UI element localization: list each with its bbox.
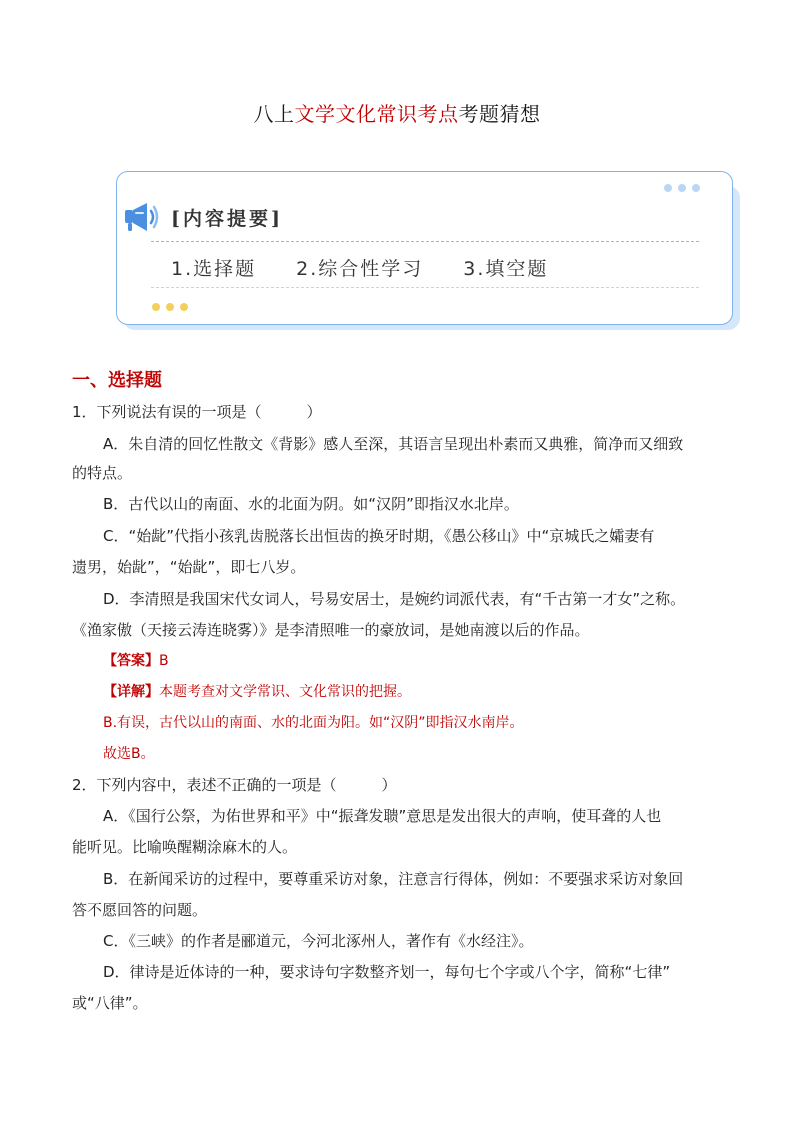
option-b-cont: 答不愿回答的问题。: [72, 901, 208, 919]
option-b: B．古代以山的南面、水的北面为阴。如“汉阴”即指汉水北岸。: [103, 495, 519, 513]
option-a-cont: 的特点。: [72, 464, 133, 482]
divider: [151, 287, 699, 288]
option-d-cont: 《渔家傲（天接云涛连晓雾）》是李清照唯一的豪放词，是她南渡以后的作品。: [72, 621, 590, 639]
title-highlight: 文学文化常识考点: [294, 102, 459, 126]
detail-conclusion: 故选B。: [103, 746, 155, 762]
decor-dots-bottom: [152, 303, 188, 311]
topic-item: 3.填空题: [463, 258, 549, 280]
title-suffix: 考题猜想: [458, 102, 541, 126]
title-prefix: 八上: [253, 102, 295, 126]
option-b: B．在新闻采访的过程中，要尊重采访对象，注意言行得体，例如：不要强求采访对象回: [103, 870, 684, 888]
megaphone-icon: [123, 200, 161, 234]
answer-value: B: [159, 653, 169, 669]
topic-item: 1.选择题: [171, 258, 257, 280]
detail-line: [103, 682, 411, 702]
summary-box: [116, 171, 733, 325]
question-stem: 2．下列内容中，表述不正确的一项是（ ）: [72, 776, 397, 794]
option-c: C．“始龀”代指小孩乳齿脱落长出恒齿的换牙时期，《愚公移山》中“京城氏之孀妻有: [103, 527, 655, 545]
option-d-cont: 或“八律”。: [72, 994, 148, 1012]
option-c-cont: 遗男，始龀”，“始龀”，即七八岁。: [72, 558, 306, 576]
decor-dots-top: [664, 184, 700, 192]
topic-item: 2.综合性学习: [296, 258, 424, 280]
answer-label: 【答案】: [103, 653, 159, 669]
detail-label: 【详解】: [103, 684, 159, 700]
answer-line: [103, 651, 169, 671]
summary-heading: [内容提要]: [171, 208, 283, 230]
detail-explanation: B.有误，古代以山的南面、水的北面为阳。如“汉阴”即指汉水南岸。: [103, 715, 524, 731]
option-a-cont: 能听见。比喻唤醒糊涂麻木的人。: [72, 838, 298, 856]
option-a: A．《国行公祭，为佑世界和平》中“振聋发聩”意思是发出很大的声响，使耳聋的人也: [103, 807, 662, 825]
option-a: A．朱自清的回忆性散文《背影》感人至深，其语言呈现出朴素而又典雅，简净而又细致: [103, 435, 684, 453]
option-d: D．律诗是近体诗的一种，要求诗句字数整齐划一，每句七个字或八个字，简称“七律”: [103, 963, 671, 981]
section-heading: 一、选择题: [72, 370, 162, 391]
question-stem: 1．下列说法有误的一项是（ ）: [72, 403, 322, 421]
option-c: C．《三峡》的作者是郦道元，今河北涿州人，著作有《水经注》。: [103, 932, 534, 950]
option-d: D．李清照是我国宋代女词人，号易安居士，是婉约词派代表，有“千古第一才女”之称。: [103, 590, 686, 608]
summary-topics: [171, 254, 548, 281]
detail-text: 本题考查对文学常识、文化常识的把握。: [159, 684, 411, 700]
page-title: [0, 98, 794, 127]
divider: [151, 241, 699, 242]
